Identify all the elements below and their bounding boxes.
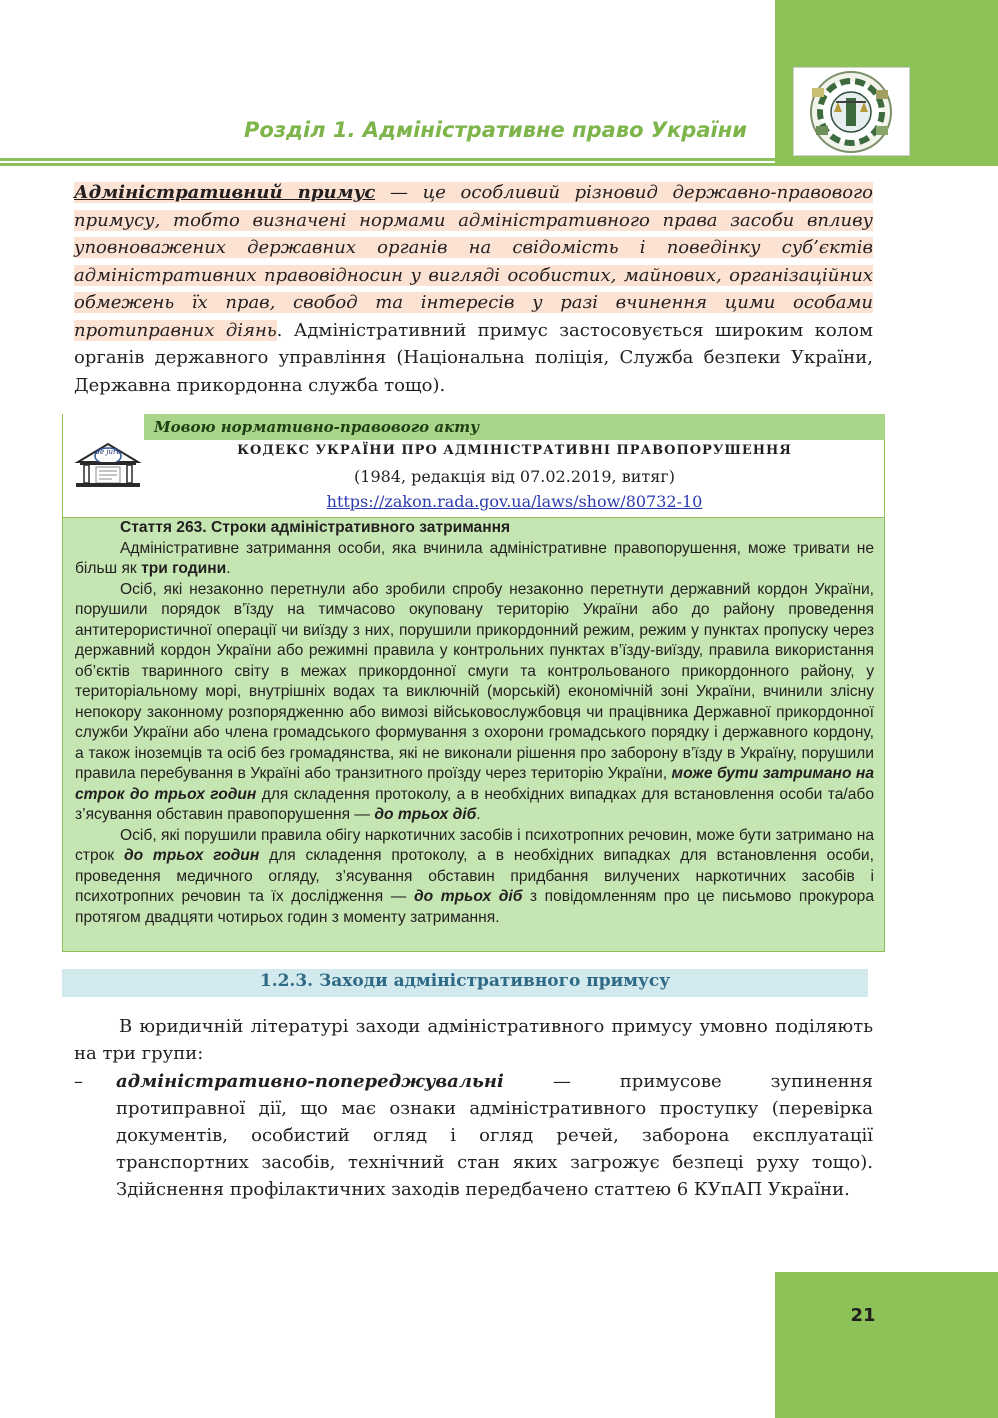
- p1-text: Адміністративне затримання особи, яка вчинила адміністративне правопорушення, може тривати не більш як: [75, 539, 874, 577]
- act-paragraph-1: [75, 539, 874, 580]
- de-jure-building-icon: [72, 440, 144, 490]
- list-item-term: адміністративно-попереджувальні: [116, 1071, 504, 1092]
- p3-emphasis: до трьох годин: [123, 847, 260, 864]
- header-rule-lower: [0, 163, 998, 166]
- act-label: Мовою нормативно-правового акту: [144, 414, 885, 440]
- p2-text-2: для складення протоколу, а в необхідних випадках для встановлення особи та/або з’ясування обставин правопорушення —: [75, 785, 875, 823]
- emblem-logo: [793, 67, 910, 156]
- list-item-body: — примусове зупинення протиправної дії, що має ознаки адміністративного проступку (перевірка документів, особистий огляд і огляд речей, заборона експлуатації транспортних засобів, технічний стан яких загрожує безпеці руху тощо). Здійснення профілактичних заходів передбачено статтею 6 КУпАП України.: [116, 1071, 873, 1200]
- act-title: КОДЕКС УКРАЇНИ ПРО АДМІНІСТРАТИВНІ ПРАВОПОРУШЕННЯ: [237, 443, 792, 458]
- p3-end: з повідомленням про це письмово прокурора протягом двадцяти чотирьох годин з моменту затримання.: [75, 888, 874, 926]
- p2-end: .: [476, 806, 481, 823]
- svg-text:de jure: de jure: [95, 448, 121, 456]
- act-edition: (1984, редакція від 07.02.2019, витяг): [354, 467, 675, 486]
- p3-emphasis-2: до трьох діб: [413, 888, 523, 905]
- page-number: 21: [850, 1305, 876, 1326]
- p2-emphasis-2: до трьох діб: [374, 806, 477, 823]
- article-title: Стаття 263. Строки адміністративного затримання: [120, 519, 511, 536]
- p3-text: Осіб, які порушили правила обігу наркотичних засобів і психотропних речовин, може бути затримано на строк: [75, 826, 874, 864]
- p2-emphasis: може бути затримано на строк до трьох годин: [75, 765, 875, 803]
- act-paragraph-2: [75, 580, 874, 826]
- p2-text: Осіб, які незаконно перетнули або зробили спробу незаконно перетнути державний кордон України, порушили порядок в’їзду на тимчасово окуповану територію України або до району проведення антитерористичної операції чи виїзду з них, порушили прикордонний режим, режим у пунктах пропуску через державний кордон України або режимні правила у контрольних пунктах в’їзду-виїзду, правила використання об’єктів тваринного світу в межах прикордонної смуги та контрольованого прикордонного району, у територіальному морі, внутрішніх водах та виключній (морській) економічній зоні України, вчинили злісну непокору законному розпорядженню або вимозі військовослужбовця чи працівника Державної прикордонної служби України або члена громадського формування з охорони громадського порядку і державного кордону, а також іноземців та осіб без громадянства, які не виконали рішення про заборону в’їзду в Україну, порушили правила перебування в Україні або транзитного проїзду через територію України,: [75, 580, 874, 782]
- definition-body: — це особливий різновид державно-правового примусу, тобто визначені нормами адміністративного права засоби впливу уповноважених державних органів на свідомість і поведінку суб’єктів адміністративних правовідносин у вигляді особистих, майнових, організаційних обмежень їх прав, свобод та інтересів у разі вчинення цими особами протиправних діянь: [74, 182, 873, 341]
- list-item: [116, 1068, 873, 1203]
- p1-end: .: [226, 560, 231, 577]
- act-text: [75, 518, 874, 928]
- chapter-title: Розділ 1. Адміністративне право України: [244, 118, 747, 142]
- act-paragraph-3: [75, 826, 874, 929]
- act-link[interactable]: https://zakon.rada.gov.ua/laws/show/80732-10: [326, 492, 703, 511]
- p3-text-2: для складення протоколу, а в необхідних випадках для встановлення особи, проведення медичного огляду, з’ясування обставин придбання вилучених наркотичних засобів і психотропних речовин та їх дослідження —: [75, 847, 874, 905]
- p1-emphasis: три години: [141, 560, 227, 577]
- section-title: 1.2.3. Заходи адміністративного примусу: [259, 971, 671, 991]
- definition-term: Адміністративний примус: [74, 182, 376, 203]
- act-body: [62, 517, 885, 952]
- header-rule: [0, 158, 775, 161]
- bottom-right-green-panel: [775, 1272, 998, 1418]
- definition-tail: . Адміністративний примус застосовується широким колом органів державного управління (Національна поліція, Служба безпеки України, Державна прикордонна служба тощо).: [74, 319, 873, 396]
- list-bullet: –: [74, 1071, 83, 1092]
- definition-paragraph: [74, 179, 873, 399]
- legal-act-box: [62, 414, 885, 952]
- section-intro: В юридичній літературі заходи адміністративного примусу умовно поділяють на три групи:: [74, 1016, 873, 1064]
